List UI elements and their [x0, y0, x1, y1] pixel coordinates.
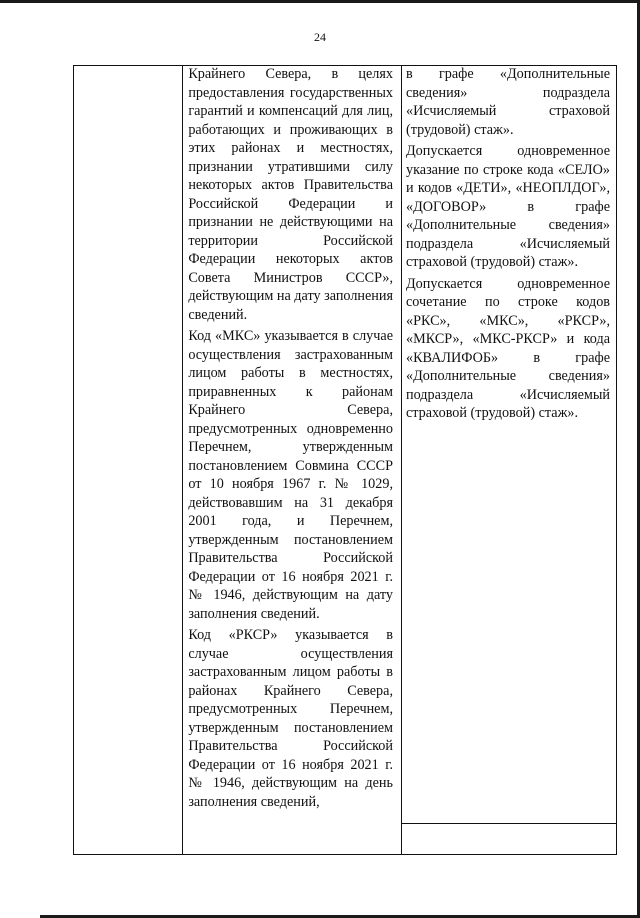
- paragraph-rks-combination: Допускается одновременное сочетание по строке кодов «РКС», «МКС», «РКСР», «МКСР», «МКС-РКСР» и кода «КВАЛИФОБ» в графе «Дополнительные сведения» подраздела «Исчисляемый страховой (трудовой) стаж».: [406, 275, 610, 421]
- table-cell-column-1: [74, 66, 183, 854]
- paragraph-code-mks: Код «МКС» указывается в случае осуществления застрахованным лицом работы в местностях, приравненных к районам Крайнего Севера, предусмотренных одновременно Перечнем, утвержденным постановлением Совмина СССР от 10 ноября 1967 г. № 1029, действовавшим на 31 декабря 2001 года, и Перечнем, утвержденным постановлением Правительства Российской Федерации от 16 ноября 2021 г. № 1946, действующим на дату заполнения сведений.: [188, 328, 393, 622]
- paragraph-code-rksr: Код «РКСР» указывается в случае осуществления застрахованным лицом работы в районах Крайнего Севера, предусмотренных Перечнем, утвержденным постановлением Правительства Российской Федерации от 16 ноября 2021 г. № 1946, действующим на день заполнения сведений,: [188, 627, 393, 810]
- page-number: 24: [314, 30, 326, 44]
- scan-edge-top: [0, 0, 640, 3]
- paragraph-selo-combination: Допускается одновременное указание по строке кода «СЕЛО» и кодов «ДЕТИ», «НЕОПЛДОГ», «ДОГОВОР» в графе «Дополнительные сведения» подраздела «Исчисляемый страховой (трудовой) стаж».: [406, 143, 610, 270]
- table-cell-column-2: [183, 66, 402, 854]
- document-table: [73, 65, 617, 855]
- table-cell-column-3-wrapper: [402, 66, 616, 854]
- table-cell-column-3: [402, 66, 616, 824]
- paragraph-decree-reference: Крайнего Севера, в целях предоставления государственных гарантий и компенсаций для лиц, работающих и проживающих в этих районах и местностях, признании утратившими силу некоторых актов Правительства Российской Федерации и признании не действующими на территории Российской Федерации некоторых актов Совета Министров СССР», действующим на дату заполнения сведений.: [188, 66, 393, 323]
- paragraph-additional-info: в графе «Дополнительные сведения» подраздела «Исчисляемый страховой (трудовой) стаж».: [406, 66, 610, 138]
